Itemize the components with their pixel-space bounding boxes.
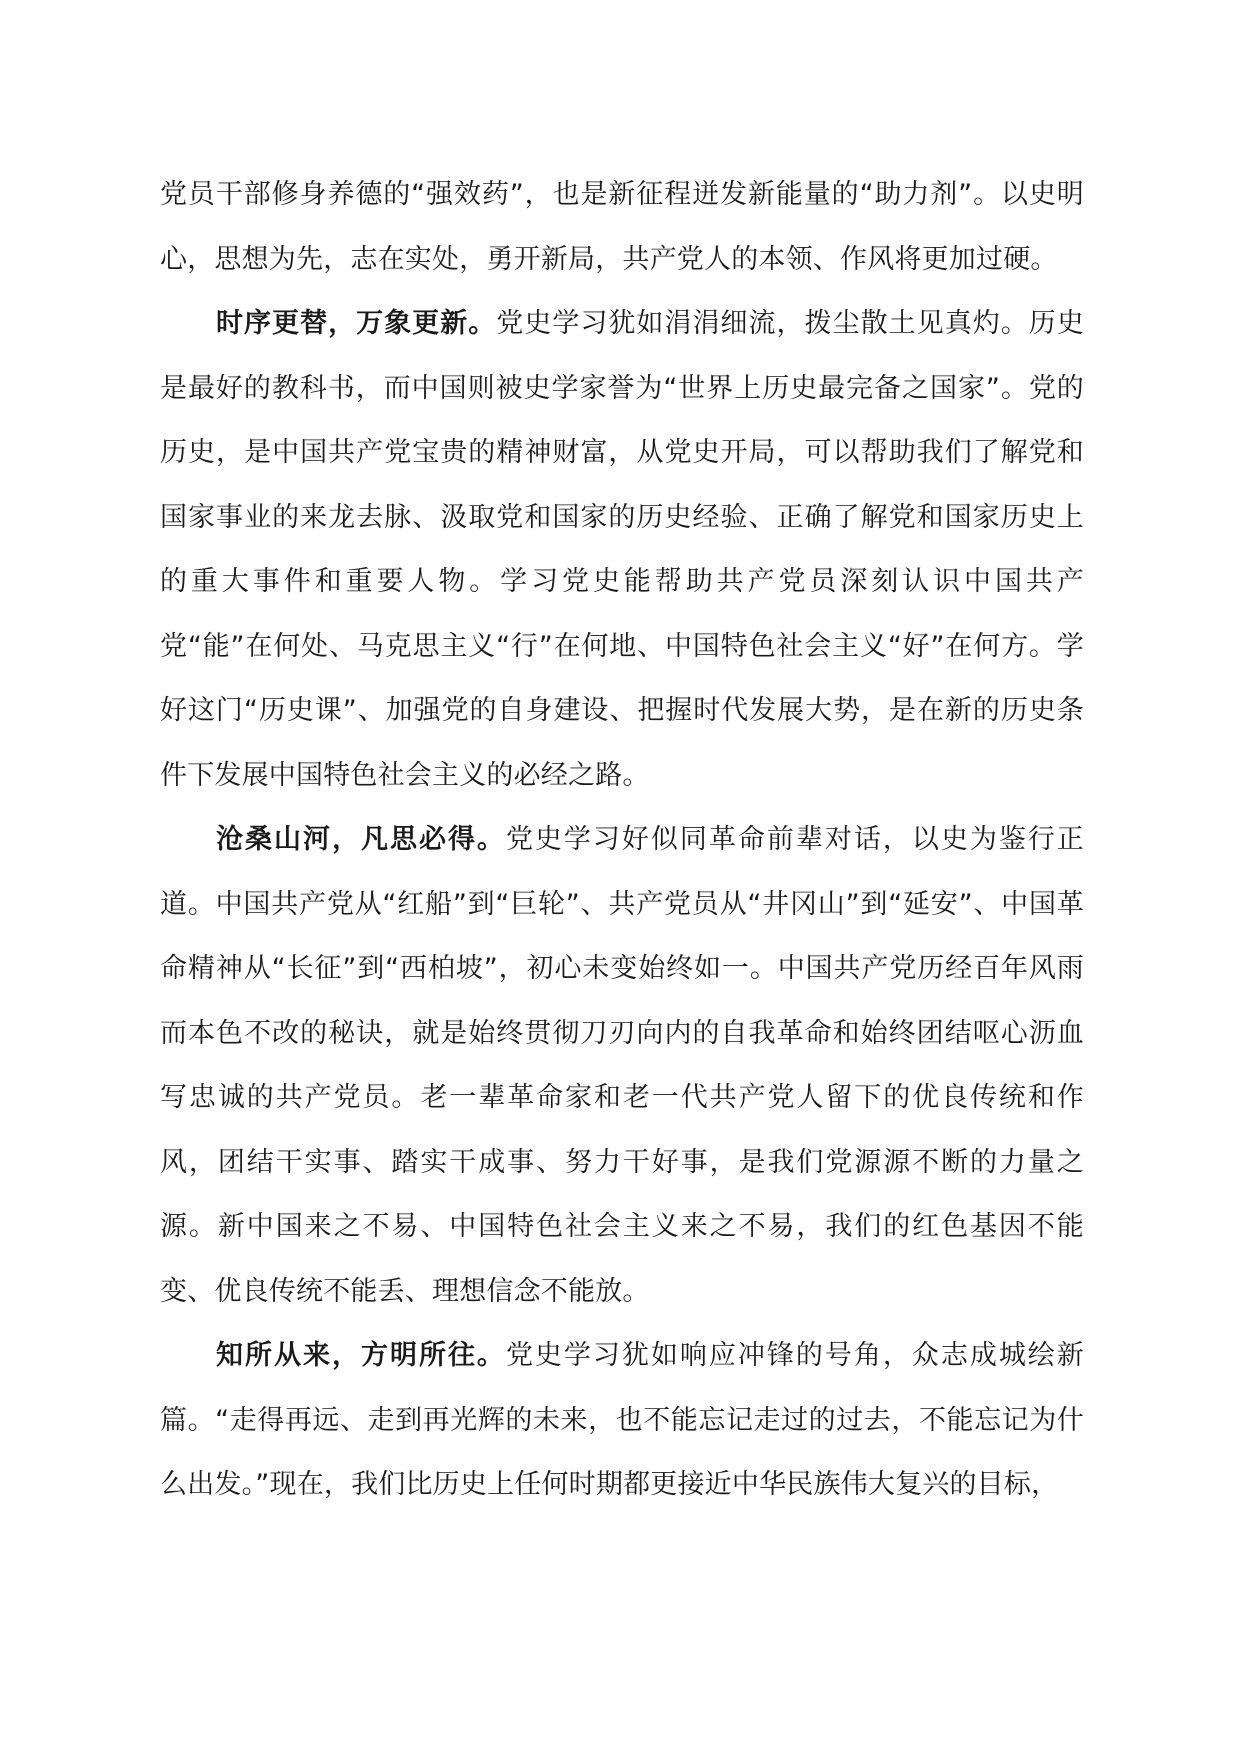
document-page [160, 163, 1084, 1518]
paragraph-text: 党史学习犹如响应冲锋的号角，众志成城绘新篇。“走得再远、走到再光辉的未来，也不能忘记走过的过去，不能忘记为什么出发。”现在，我们比历史上任何时期都更接近中华民族伟大复兴的目标， [160, 1340, 1085, 1500]
paragraph-3 [160, 808, 1084, 1324]
paragraph-text: 党员干部修身养德的“强效药”，也是新征程迸发新能量的“助力剂”。以史明心，思想为先，志在实处，勇开新局，共产党人的本领、作风将更加过硬。 [160, 179, 1084, 275]
paragraph-4 [160, 1324, 1084, 1518]
paragraph-lead: 知所从来，方明所往。 [216, 1340, 506, 1371]
paragraph-text: 党史学习好似同革命前辈对话，以史为鉴行正道。中国共产党从“红船”到“巨轮”、共产党员从“井冈山”到“延安”、中国革命精神从“长征”到“西柏坡”，初心未变始终如一。中国共产党历经百年风雨而本色不改的秘诀，就是始终贯彻刀刃向内的自我革命和始终团结呕心沥血写忠诚的共产党员。老一辈革命家和老一代共产党人留下的优良传统和作风，团结干实事、踏实干成事、努力干好事，是我们党源源不断的力量之源。新中国来之不易、中国特色社会主义来之不易，我们的红色基因不能变、优良传统不能丢、理想信念不能放。 [160, 824, 1085, 1307]
paragraph-lead: 时序更替，万象更新。 [216, 308, 497, 339]
paragraph-1 [160, 163, 1084, 292]
paragraph-text: 党史学习犹如涓涓细流，拨尘散土见真灼。历史是最好的教科书，而中国则被史学家誉为“世界上历史最完备之国家”。党的历史，是中国共产党宝贵的精神财富，从党史开局，可以帮助我们了解党和国家事业的来龙去脉、汲取党和国家的历史经验、正确了解党和国家历史上的重大事件和重要人物。学习党史能帮助共产党员深刻认识中国共产党“能”在何处、马克思主义“行”在何地、中国特色社会主义“好”在何方。学好这门“历史课”、加强党的自身建设、把握时代发展大势，是在新的历史条件下发展中国特色社会主义的必经之路。 [160, 308, 1084, 791]
paragraph-2 [160, 292, 1084, 808]
paragraph-lead: 沧桑山河，凡思必得。 [216, 824, 506, 855]
